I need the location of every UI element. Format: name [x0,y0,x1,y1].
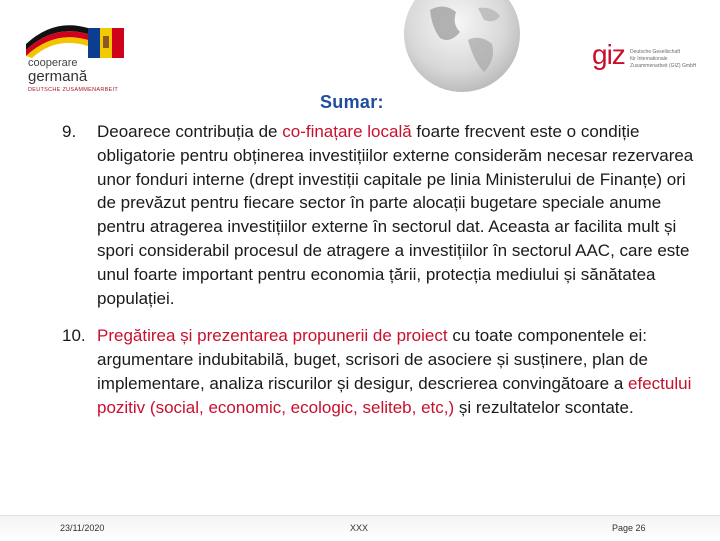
item-number: 10. [62,326,86,346]
giz-text-line2: für Internationale [630,56,668,62]
list-item [62,120,702,310]
giz-logo [592,40,702,80]
summary-list [62,120,702,420]
item-text: Deoarece contribuția de [97,122,283,141]
footer-center-text: XXX [350,523,369,533]
item-text: cu toate componentele ei: argumentare indubitabilă, buget, scrisori de asociere și susținere, plan de implementare, analiza riscurilor și desigur, descrierea convingătoare a [97,326,648,393]
list-item [62,324,702,419]
item-highlight-2: efectului pozitiv (social, economic, ecologic, seliteb, etc,) [97,373,692,417]
item-highlight: Pregătirea și prezentarea propunerii de proiect [97,326,448,346]
footer [0,515,720,541]
item-highlight: co-finațare locală [282,122,412,141]
logo-text-cooperare: cooperare [28,57,78,69]
flags-swoosh-icon [14,14,144,60]
slide-title: Sumar: [320,92,384,112]
item-text-rest: foarte frecvent este o condiție obligatorie pentru obținerea investițiilor externe considerăm necesar rezervarea unor fonduri interne (drept investiții capitale pe linia Ministerului de Finanțe) ori de prevăzut pentru fiecare sector în parte alocații bugetare speciale anume pentru atragerea investițiilor externe în sectorul dat. Aceasta ar facilita mult și spori considerabil procesul de atragere a investițiilor în sectorul AAC, care este unul foarte important pentru economia țării, protecția mediului și sănătatea populației. [97,122,694,308]
giz-text-line3: Zusammenarbeit (GIZ) GmbH [630,63,697,69]
footer-date: 23/11/2020 [60,523,105,533]
footer-page-number: Page 26 [612,523,646,533]
cooperare-germana-logo [14,14,144,94]
item-text-rest: și rezultatelor scontate. [454,397,634,417]
logo-text-germana: germană [28,68,88,85]
globe-icon [400,0,520,96]
item-number: 9. [62,122,77,141]
giz-text-line1: Deutsche Gesellschaft [630,49,681,55]
giz-wordmark: giz [592,39,625,70]
logo-text-deutsche-zusammenarbeit: DEUTSCHE ZUSAMMENARBEIT [28,87,119,93]
